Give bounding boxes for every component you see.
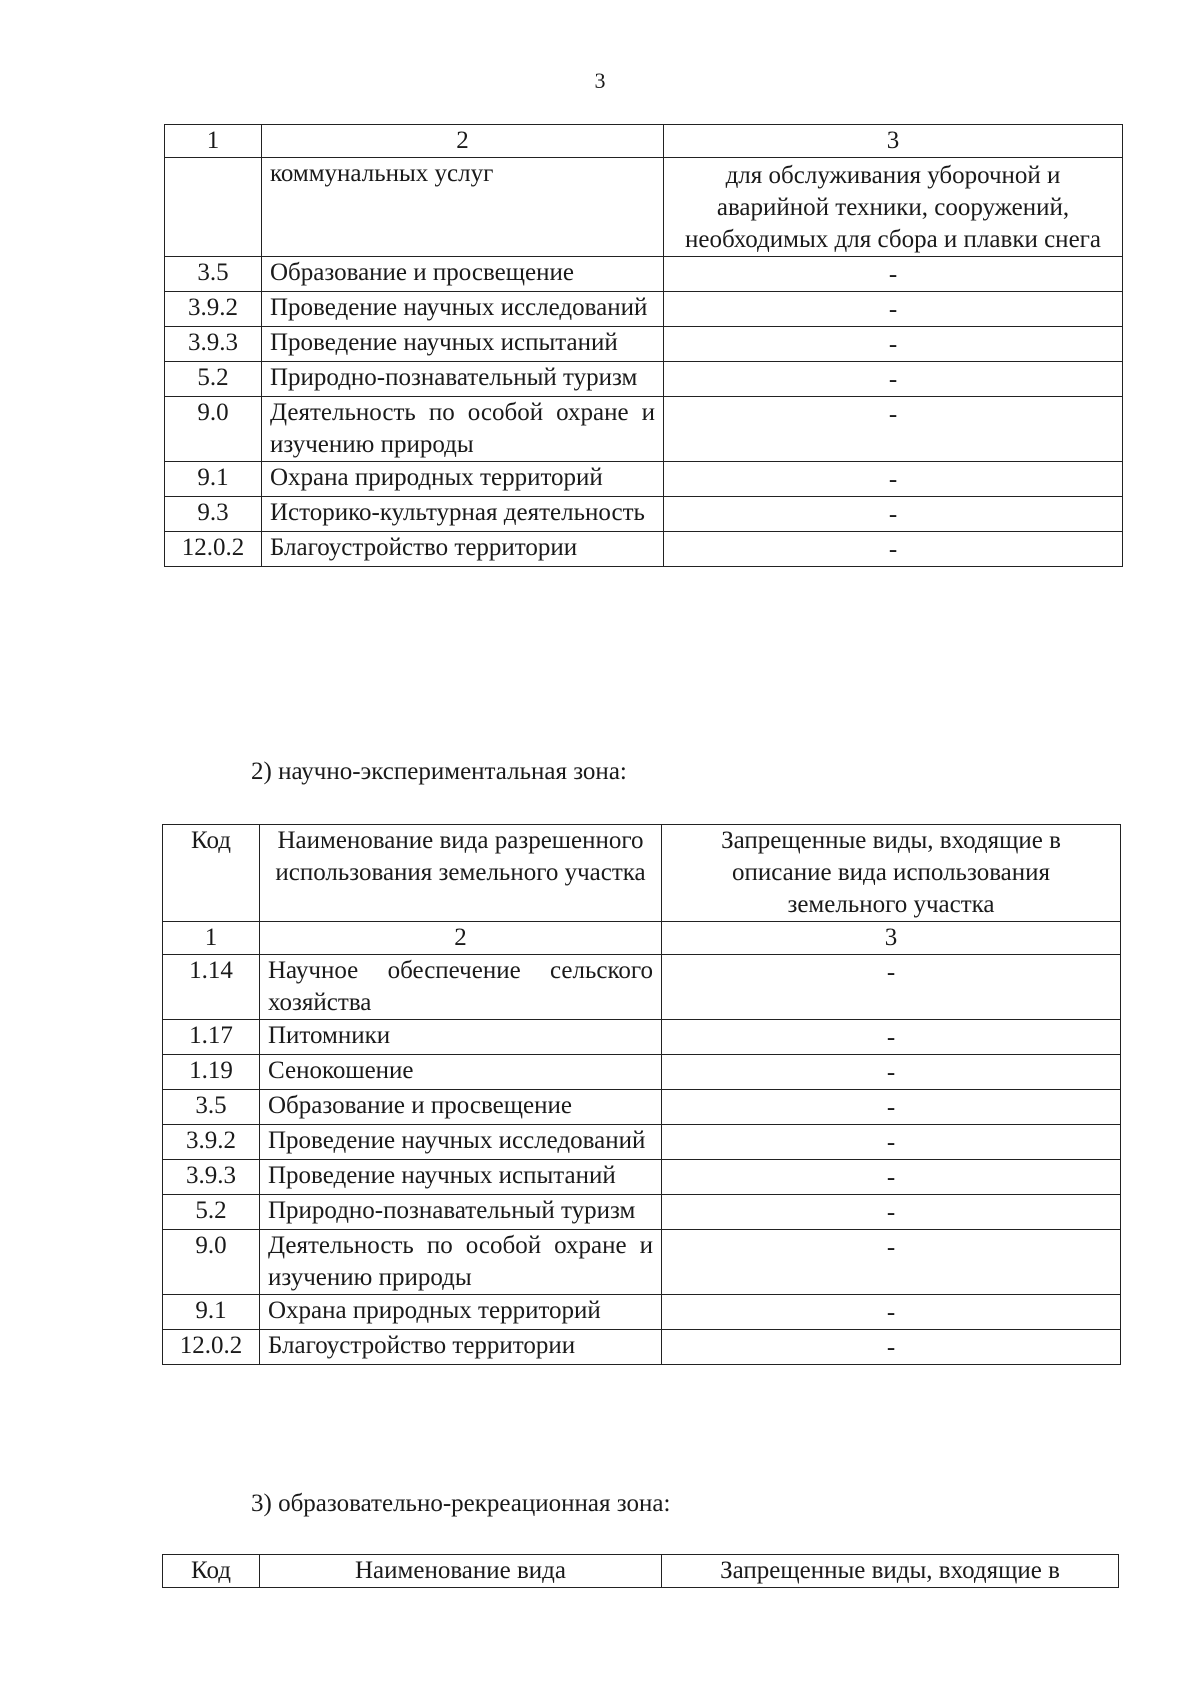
- header-name: Наименование вида разрешенного использования земельного участка: [260, 825, 662, 922]
- table-row: [163, 1330, 1121, 1365]
- row-name: Природно-познавательный туризм: [260, 1195, 662, 1230]
- table-row: [163, 1055, 1121, 1090]
- row-code: 9.0: [165, 397, 262, 462]
- header-forbidden: Запрещенные виды, входящие в: [662, 1555, 1119, 1588]
- row-name: Благоустройство территории: [262, 532, 664, 567]
- row-name: Проведение научных испытаний: [260, 1160, 662, 1195]
- row-forbidden: -: [664, 257, 1123, 292]
- header-code: Код: [163, 825, 260, 922]
- row-code: 3.9.2: [165, 292, 262, 327]
- row-name: Питомники: [260, 1020, 662, 1055]
- row-code: 1.19: [163, 1055, 260, 1090]
- row-name: Образование и просвещение: [260, 1090, 662, 1125]
- header-name: Наименование вида: [260, 1555, 662, 1588]
- table-row: [163, 1125, 1121, 1160]
- table-row: [163, 1195, 1121, 1230]
- row-forbidden: -: [662, 1160, 1121, 1195]
- row-code: 1.17: [163, 1020, 260, 1055]
- row-forbidden: -: [664, 462, 1123, 497]
- row-forbidden: для обслуживания уборочной и аварийной техники, сооружений, необходимых для сбора и плавки снега: [664, 158, 1123, 257]
- row-name: Проведение научных испытаний: [262, 327, 664, 362]
- row-code: 3.9.2: [163, 1125, 260, 1160]
- row-forbidden: -: [664, 532, 1123, 567]
- table-header-row: [163, 1555, 1119, 1588]
- table-row: [163, 955, 1121, 1020]
- column-number: 3: [662, 922, 1121, 955]
- row-code: 12.0.2: [165, 532, 262, 567]
- table-row: [163, 1295, 1121, 1330]
- table-row: [165, 327, 1123, 362]
- row-code: 5.2: [165, 362, 262, 397]
- row-name: Проведение научных исследований: [262, 292, 664, 327]
- header-forbidden: Запрещенные виды, входящие в описание вида использования земельного участка: [662, 825, 1121, 922]
- row-code: [165, 158, 262, 257]
- row-forbidden: -: [662, 1195, 1121, 1230]
- row-code: 9.3: [165, 497, 262, 532]
- row-name: Природно-познавательный туризм: [262, 362, 664, 397]
- row-code: 3.5: [165, 257, 262, 292]
- column-number: 1: [163, 922, 260, 955]
- row-name: Охрана природных территорий: [262, 462, 664, 497]
- row-forbidden: -: [664, 497, 1123, 532]
- table-row: [165, 532, 1123, 567]
- table-zone3: [162, 1554, 1119, 1588]
- row-code: 9.1: [163, 1295, 260, 1330]
- row-name: Сенокошение: [260, 1055, 662, 1090]
- column-number-row: [163, 922, 1121, 955]
- table-zone2: [162, 824, 1121, 1365]
- table-row: [165, 257, 1123, 292]
- row-name: Деятельность по особой охране и изучению природы: [262, 397, 664, 462]
- row-code: 9.1: [165, 462, 262, 497]
- column-number: 2: [262, 125, 664, 158]
- column-number: 3: [664, 125, 1123, 158]
- row-code: 3.9.3: [163, 1160, 260, 1195]
- row-name: коммунальных услуг: [262, 158, 664, 257]
- table-header-row: [163, 825, 1121, 922]
- row-forbidden: -: [664, 362, 1123, 397]
- column-number-row: [165, 125, 1123, 158]
- table-row: [165, 497, 1123, 532]
- page-number: 3: [594, 68, 606, 93]
- row-name: Научное обеспечение сельского хозяйства: [260, 955, 662, 1020]
- row-forbidden: -: [662, 1330, 1121, 1365]
- row-forbidden: -: [662, 1125, 1121, 1160]
- table-row: [165, 362, 1123, 397]
- column-number: 1: [165, 125, 262, 158]
- row-forbidden: -: [664, 327, 1123, 362]
- row-name: Историко-культурная деятельность: [262, 497, 664, 532]
- row-code: 12.0.2: [163, 1330, 260, 1365]
- column-number: 2: [260, 922, 662, 955]
- row-name: Благоустройство территории: [260, 1330, 662, 1365]
- table-row: [163, 1230, 1121, 1295]
- zone-2-heading: 2) научно-экспериментальная зона:: [251, 758, 627, 785]
- row-code: 3.5: [163, 1090, 260, 1125]
- zone-3-heading: 3) образовательно-рекреационная зона:: [251, 1490, 671, 1517]
- row-forbidden: -: [662, 1295, 1121, 1330]
- row-code: 1.14: [163, 955, 260, 1020]
- row-forbidden: -: [664, 292, 1123, 327]
- table-row: [163, 1090, 1121, 1125]
- row-forbidden: -: [664, 397, 1123, 462]
- table-row: [163, 1160, 1121, 1195]
- table-row: [165, 158, 1123, 257]
- row-name: Охрана природных территорий: [260, 1295, 662, 1330]
- row-forbidden: -: [662, 955, 1121, 1020]
- table-zone1-continued: [164, 124, 1123, 567]
- header-code: Код: [163, 1555, 260, 1588]
- row-name: Образование и просвещение: [262, 257, 664, 292]
- table-row: [165, 292, 1123, 327]
- row-forbidden: -: [662, 1090, 1121, 1125]
- row-forbidden: -: [662, 1055, 1121, 1090]
- table-row: [165, 397, 1123, 462]
- row-code: 9.0: [163, 1230, 260, 1295]
- row-name: Деятельность по особой охране и изучению природы: [260, 1230, 662, 1295]
- row-forbidden: -: [662, 1230, 1121, 1295]
- row-name: Проведение научных исследований: [260, 1125, 662, 1160]
- row-code: 3.9.3: [165, 327, 262, 362]
- table-row: [163, 1020, 1121, 1055]
- row-forbidden: -: [662, 1020, 1121, 1055]
- row-code: 5.2: [163, 1195, 260, 1230]
- table-row: [165, 462, 1123, 497]
